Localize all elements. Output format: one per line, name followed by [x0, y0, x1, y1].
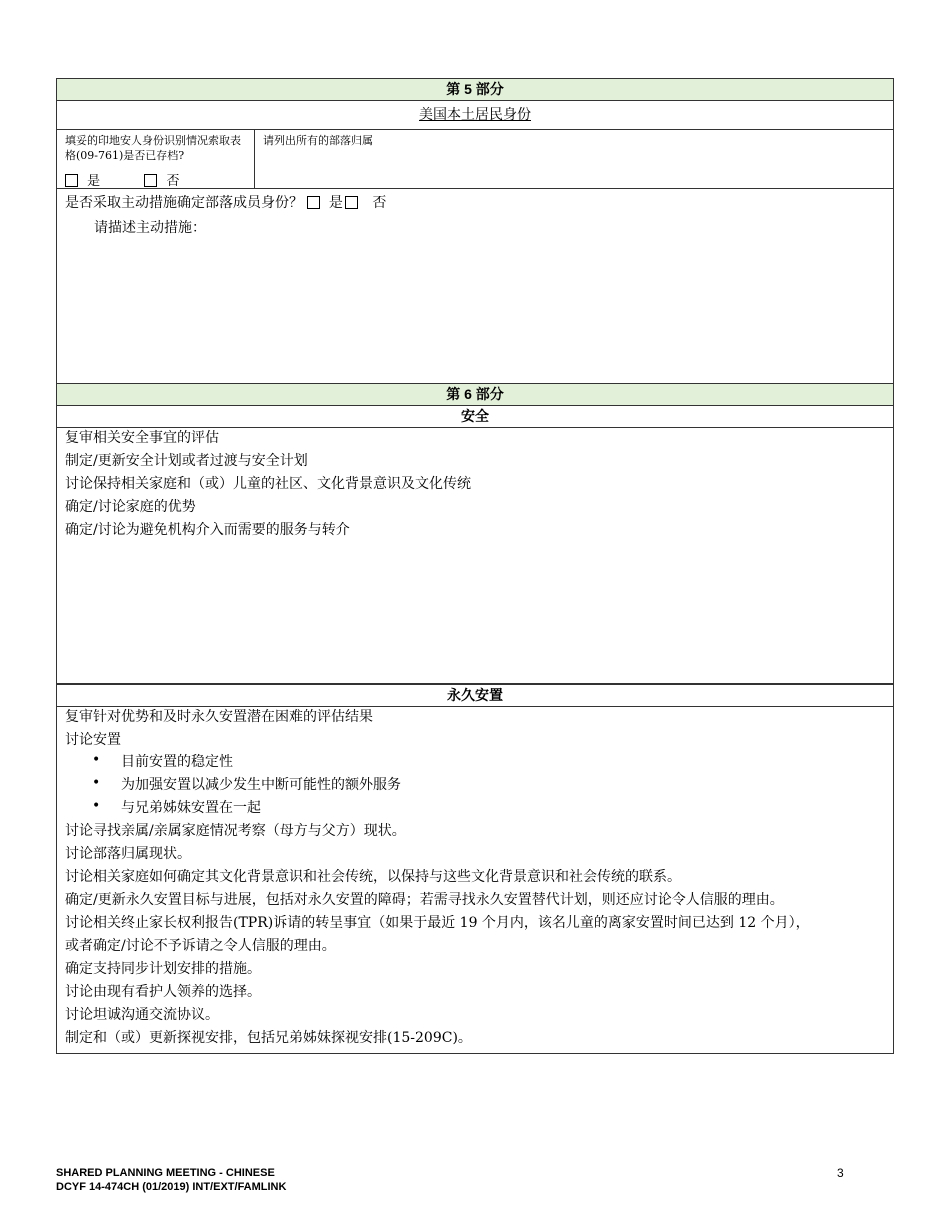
part5-subtitle-row	[56, 101, 894, 130]
permanency-bullet-item: 目前安置的稳定性	[121, 754, 233, 770]
indian-id-no-checkbox[interactable]	[144, 174, 157, 187]
tribal-affiliations-label: 请列出所有的部落归属	[263, 134, 373, 147]
safety-item: 讨论保持相关家庭和（或）儿童的社区、文化背景意识及文化传统	[65, 476, 471, 492]
permanency-item: 讨论相关终止家长权利报告(TPR)诉请的转呈事宜（如果于最近 19 个月内，该名儿童的离家安置时间已达到 12 个月），	[65, 915, 810, 931]
active-measures-no-checkbox[interactable]	[345, 196, 358, 209]
part5-header: 第 5 部分	[56, 78, 894, 101]
footer-form-title: SHARED PLANNING MEETING - CHINESE	[56, 1167, 275, 1179]
active-measures-yes-label: 是	[328, 195, 343, 211]
active-measures-question: 是否采取主动措施确定部落成员身份？	[65, 195, 303, 211]
permanency-item: 讨论部落归属现状。	[65, 846, 191, 862]
permanency-item: 讨论由现有看护人领养的选择。	[65, 984, 261, 1000]
indian-id-yes-no	[65, 170, 179, 189]
permanency-bullet-item: 为加强安置以减少发生中断可能性的额外服务	[121, 777, 401, 793]
permanency-item: 讨论相关家庭如何确定其文化背景意识和社会传统，以保持与这些文化背景意识和社会传统的联系。	[65, 869, 681, 885]
indian-id-yes-checkbox[interactable]	[65, 174, 78, 187]
active-measures-no-label: 否	[372, 195, 387, 211]
page-number: 3	[837, 1166, 844, 1180]
safety-item: 制定/更新安全计划或者过渡与安全计划	[65, 453, 308, 469]
permanency-item: 确定支持同步计划安排的措施。	[65, 961, 261, 977]
permanency-item: 确定/更新永久安置目标与进展，包括对永久安置的障碍；若需寻找永久安置替代计划，则还应讨论令人信服的理由。	[65, 892, 784, 908]
permanency-item: 或者确定/讨论不予诉请之令人信服的理由。	[65, 938, 336, 954]
part5-column-divider	[254, 130, 255, 189]
describe-measures-label: 请描述主动措施：	[94, 220, 206, 236]
safety-item: 确定/讨论为避免机构介入而需要的服务与转介	[65, 522, 350, 538]
bullet-dot: •	[92, 752, 101, 768]
footer-form-number: DCYF 14-474CH (01/2019) INT/EXT/FAMLINK	[56, 1181, 287, 1193]
safety-title: 安全	[461, 408, 489, 424]
active-measures-yes-checkbox[interactable]	[307, 196, 320, 209]
permanency-item: 讨论寻找亲属/亲属家庭情况考察（母方与父方）现状。	[65, 823, 406, 839]
bullet-dot: •	[92, 775, 101, 791]
permanency-title: 永久安置	[56, 684, 894, 707]
tribal-affiliations-field[interactable]	[262, 150, 887, 186]
describe-measures-field[interactable]	[62, 242, 888, 378]
safety-title-row	[56, 406, 894, 428]
part6-header: 第 6 部分	[56, 383, 894, 406]
bullet-dot: •	[92, 798, 101, 814]
active-measures-question-line	[65, 194, 386, 212]
indian-id-no-label: 否	[166, 174, 180, 189]
permanency-item: 讨论坦诚沟通交流协议。	[65, 1007, 219, 1023]
safety-item: 确定/讨论家庭的优势	[65, 499, 196, 515]
permanency-intro-item: 讨论安置	[65, 732, 121, 748]
permanency-intro-item: 复审针对优势和及时永久安置潜在困难的评估结果	[65, 709, 373, 725]
indian-id-yes-label: 是	[87, 174, 101, 189]
permanency-bullet-item: 与兄弟姊妹安置在一起	[121, 800, 261, 816]
permanency-item: 制定和（或）更新探视安排，包括兄弟姊妹探视安排(15-209C)。	[65, 1030, 472, 1046]
indian-id-question: 填妥的印地安人身份识别情况索取表格(09-761)是否已存档?	[65, 134, 241, 162]
part5-subtitle: 美国本土居民身份	[419, 107, 531, 123]
safety-item: 复审相关安全事宜的评估	[65, 430, 219, 446]
